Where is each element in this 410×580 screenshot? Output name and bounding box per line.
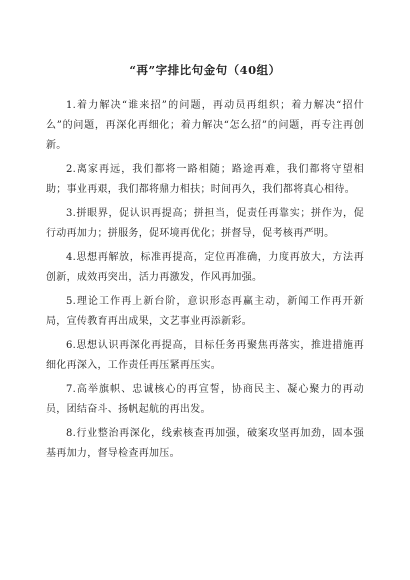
list-item: 5.理论工作再上新台阶，意识形态再赢主动，新闻工作再开新局，宣传教育再出成果，文艺事业再添新彩。	[46, 296, 364, 327]
list-item: 1.着力解决“谁来招”的问题，再动员再组织；着力解决“招什么”的问题，再深化再细化；着力解决“怎么招”的问题，再专注再创新。	[46, 100, 364, 151]
list-item: 2.离家再远，我们都将一路相随；路途再难，我们都将守望相助；事业再艰，我们都将鼎力相扶；时间再久，我们都将真心相待。	[46, 164, 364, 195]
document-title: “再”字排比句金句（40组）	[129, 63, 281, 77]
list-item: 7.高举旗帜、忠诚核心的再宣誓，协商民主、凝心聚力的再动员，团结奋斗、扬帆起航的再出发。	[46, 384, 364, 415]
list-item: 3.拼眼界，促认识再提高；拼担当，促责任再靠实；拼作为，促行动再加力；拼服务，促环境再优化；拼督导，促考核再严明。	[46, 208, 364, 239]
list-item: 6.思想认识再深化再提高，目标任务再聚焦再落实，推进措施再细化再深入，工作责任再压紧再压实。	[46, 340, 364, 371]
list-item: 4.思想再解放，标准再提高，定位再准确，力度再放大，方法再创新，成效再突出，活力再激发，作风再加强。	[46, 252, 364, 283]
list-item: 8.行业整治再深化，线索核查再加强，破案攻坚再加劲，固本强基再加力，督导检查再加压。	[46, 428, 364, 459]
